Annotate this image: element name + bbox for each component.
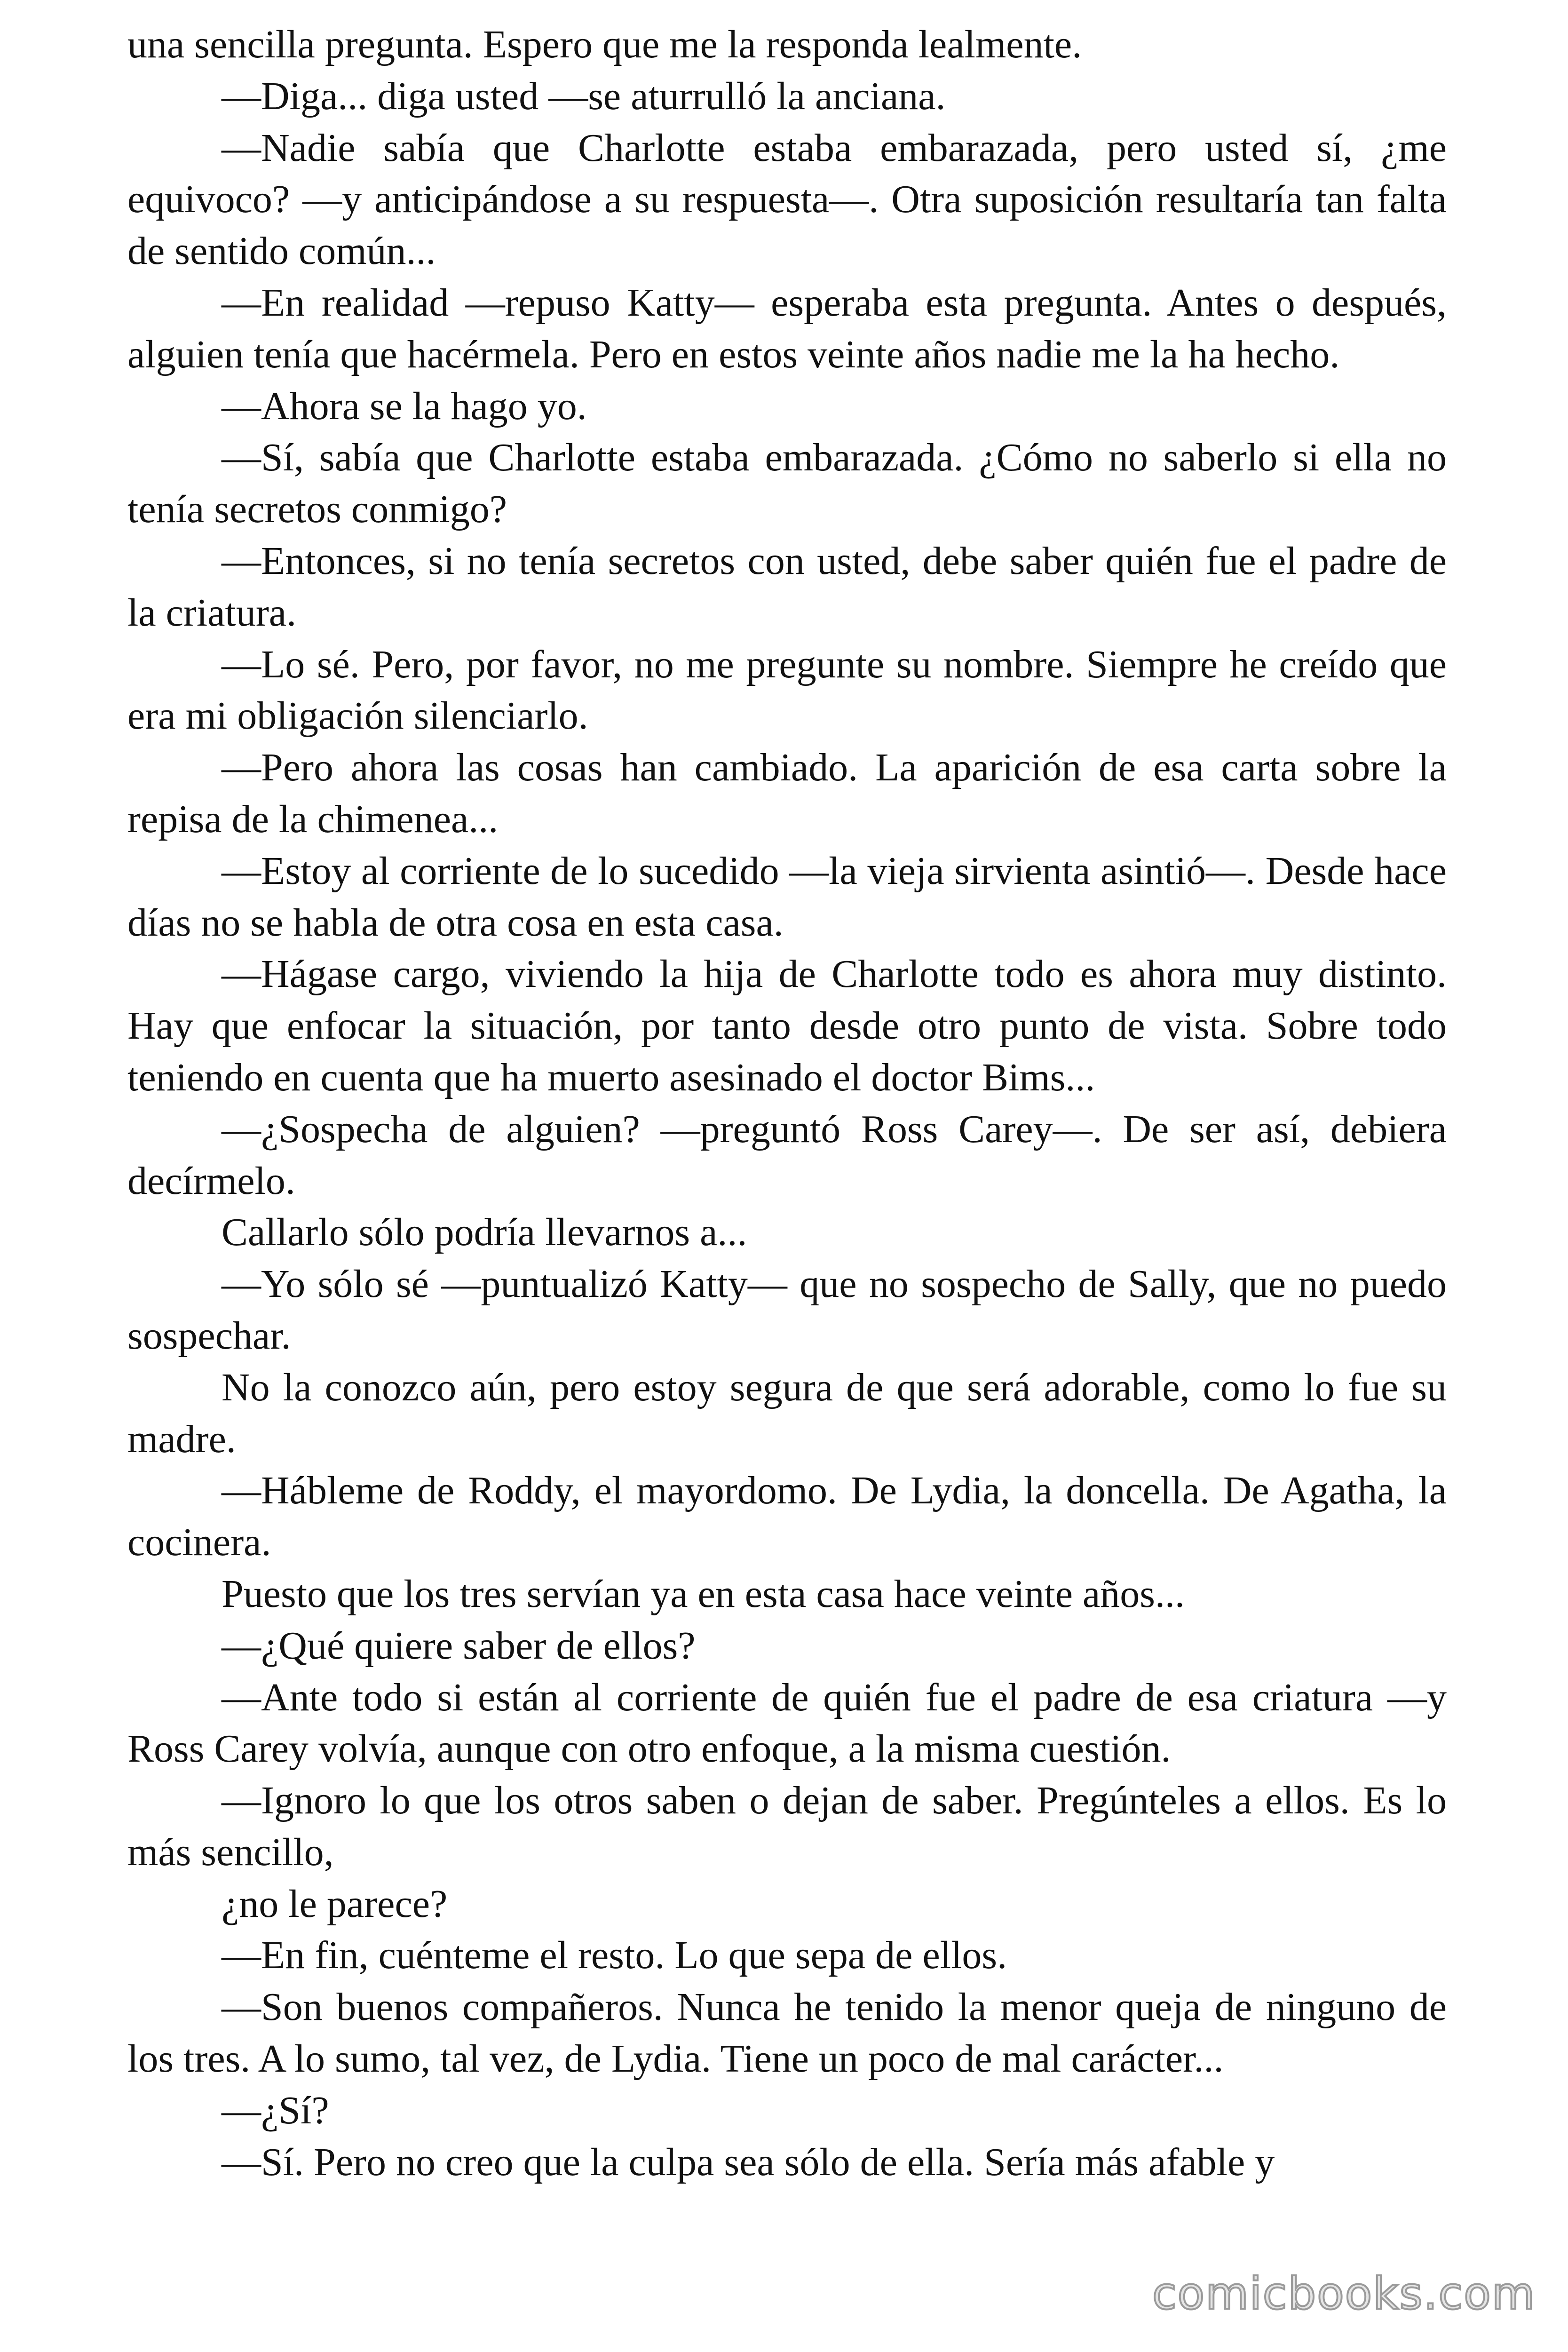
watermark-logo: comicbooks.com	[1152, 2268, 1536, 2320]
paragraph-5: —Sí, sabía que Charlotte estaba embarazada. ¿Cómo no saberlo si ella no tenía secretos conmigo?	[127, 436, 1447, 532]
paragraph-15: —Hábleme de Roddy, el mayordomo. De Lydia, la doncella. De Agatha, la cocinera.	[127, 1469, 1447, 1565]
paragraph-7: —Lo sé. Pero, por favor, no me pregunte su nombre. Siempre he creído que era mi obligación silenciarlo.	[127, 642, 1447, 738]
book-page	[127, 19, 1447, 2188]
paragraph-6: —Entonces, si no tenía secretos con usted, debe saber quién fue el padre de la criatura.	[127, 539, 1447, 635]
paragraph-1: —Diga... diga usted —se aturrulló la anciana.	[222, 74, 946, 118]
paragraph-10: —Hágase cargo, viviendo la hija de Charlotte todo es ahora muy distinto. Hay que enfocar la situación, por tanto desde otro punto de vista. Sobre todo teniendo en cuenta que ha muerto asesinado el doctor Bims...	[127, 952, 1447, 1099]
paragraph-23: —¿Sí?	[222, 2088, 329, 2132]
paragraph-8: —Pero ahora las cosas han cambiado. La aparición de esa carta sobre la repisa de la chimenea...	[127, 746, 1447, 841]
paragraph-3: —En realidad —repuso Katty— esperaba esta pregunta. Antes o después, alguien tenía que hacérmela. Pero en estos veinte años nadie me la ha hecho.	[127, 280, 1447, 376]
paragraph-19: —Ignoro lo que los otros saben o dejan de saber. Pregúnteles a ellos. Es lo más sencillo,	[127, 1779, 1447, 1874]
paragraph-9: —Estoy al corriente de lo sucedido —la vieja sirvienta asintió—. Desde hace días no se habla de otra cosa en esta casa.	[127, 849, 1447, 945]
paragraph-12: Callarlo sólo podría llevarnos a...	[222, 1210, 747, 1255]
paragraph-14: No la conozco aún, pero estoy segura de que será adorable, como lo fue su madre.	[127, 1365, 1447, 1461]
paragraph-4: —Ahora se la hago yo.	[222, 384, 587, 428]
paragraph-2: —Nadie sabía que Charlotte estaba embarazada, pero usted sí, ¿me equivoco? —y anticipándose a su respuesta—. Otra suposición resultaría tan falta de sentido común...	[127, 126, 1447, 273]
paragraph-16: Puesto que los tres servían ya en esta casa hace veinte años...	[222, 1572, 1185, 1616]
paragraph-17: —¿Qué quiere saber de ellos?	[222, 1623, 696, 1668]
paragraph-13: —Yo sólo sé —puntualizó Katty— que no sospecho de Sally, que no puedo sospechar.	[127, 1262, 1447, 1358]
paragraph-0: una sencilla pregunta. Espero que me la responda lealmente.	[127, 23, 1082, 66]
paragraph-22: —Son buenos compañeros. Nunca he tenido la menor queja de ninguno de los tres. A lo sumo, tal vez, de Lydia. Tiene un poco de mal carácter...	[127, 1985, 1447, 2081]
paragraph-20: ¿no le parece?	[222, 1882, 448, 1926]
paragraph-21: —En fin, cuénteme el resto. Lo que sepa de ellos.	[222, 1933, 1007, 1978]
paragraph-18: —Ante todo si están al corriente de quién fue el padre de esa criatura —y Ross Carey volvía, aunque con otro enfoque, a la misma cuestión.	[127, 1675, 1447, 1771]
paragraph-11: —¿Sospecha de alguien? —preguntó Ross Carey—. De ser así, debiera decírmelo.	[127, 1107, 1447, 1203]
paragraph-24: —Sí. Pero no creo que la culpa sea sólo de ella. Sería más afable y	[222, 2140, 1275, 2184]
